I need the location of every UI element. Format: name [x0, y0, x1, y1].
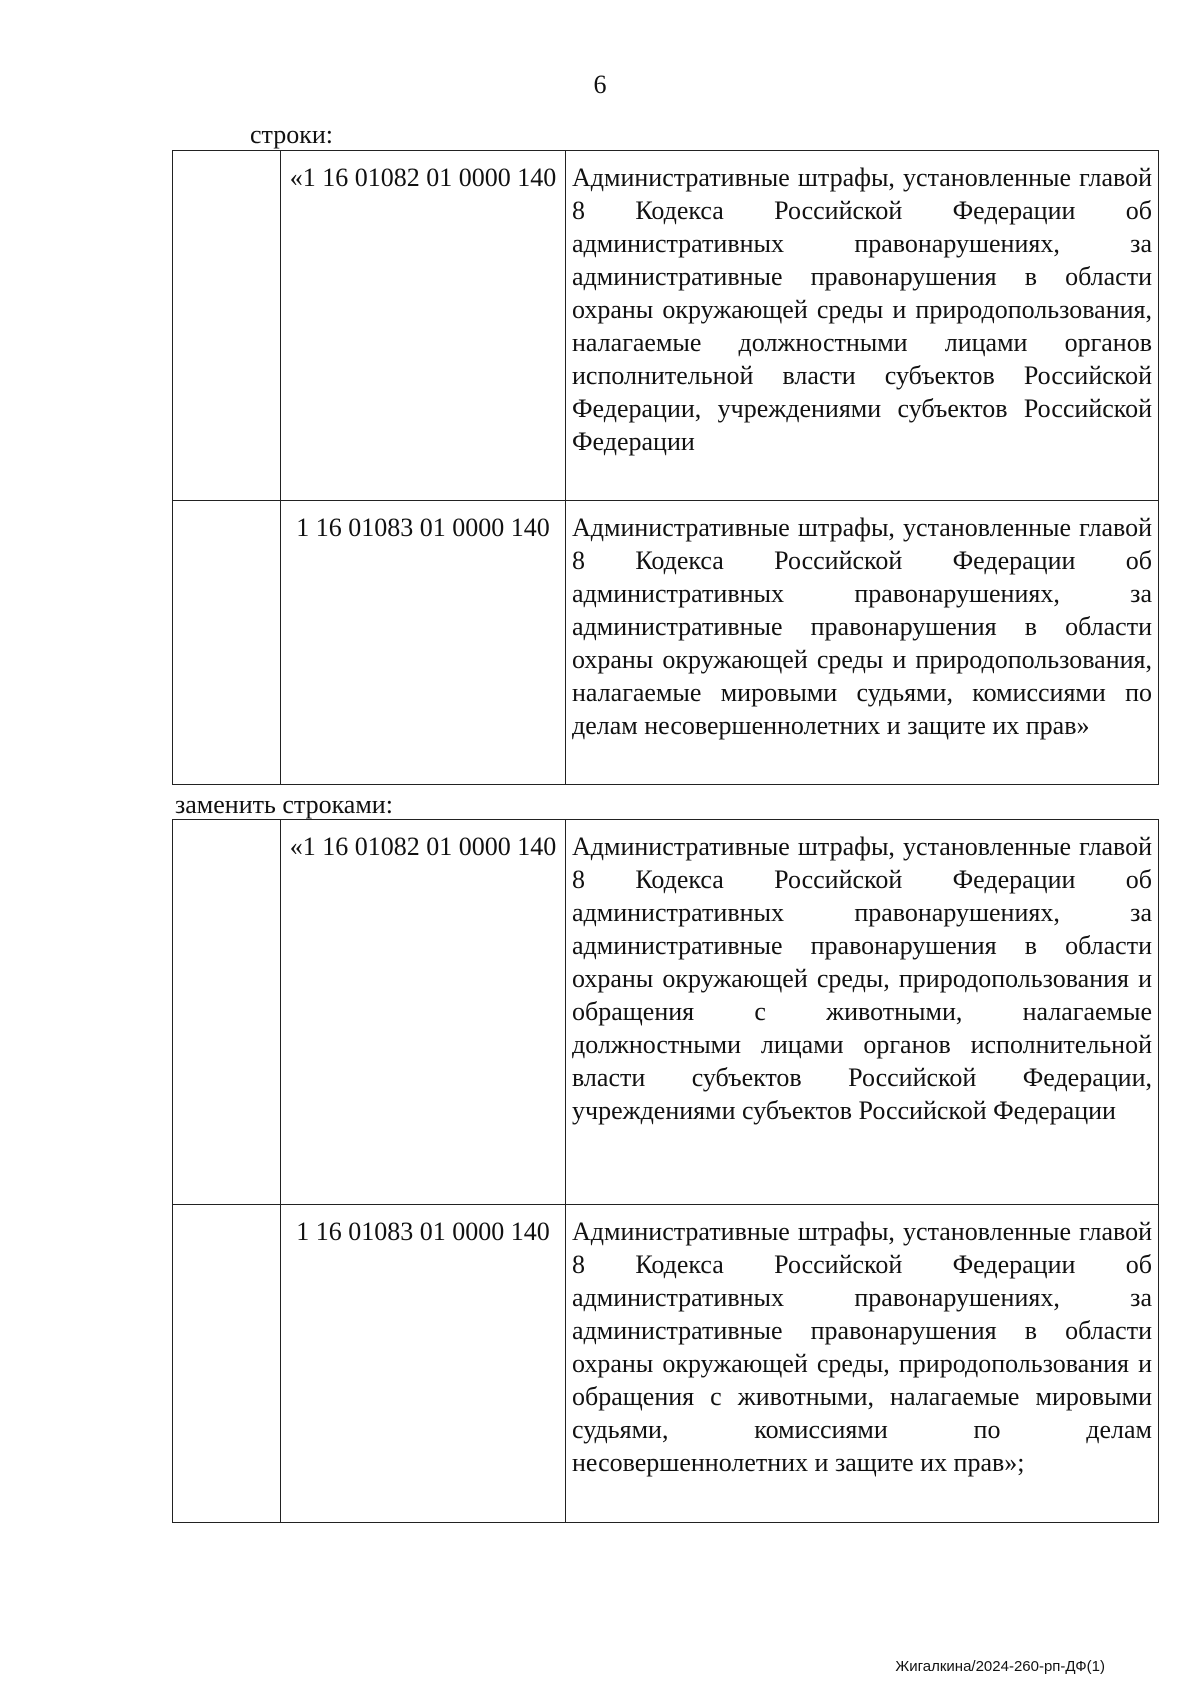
description-cell: Административные штрафы, установленные главой 8 Кодекса Российской Федерации об административных правонарушениях, за административные правонарушения в области охраны окружающей среды, природопользования и обращения с животными, налагаемые мировыми судьями, комиссиями по делам несовершеннолетних и защите их прав»;	[566, 1205, 1159, 1523]
code-cell: «1 16 01082 01 0000 140	[281, 151, 566, 501]
description-cell: Административные штрафы, установленные главой 8 Кодекса Российской Федерации об административных правонарушениях, за административные правонарушения в области охраны окружающей среды и природопользования, налагаемые мировыми судьями, комиссиями по делам несовершеннолетних и защите их прав»	[566, 501, 1159, 785]
intro-text-lines: строки:	[250, 120, 333, 149]
empty-cell	[173, 151, 281, 501]
intro-text-replace: заменить строками:	[175, 790, 393, 819]
code-cell: «1 16 01082 01 0000 140	[281, 820, 566, 1205]
code-cell: 1 16 01083 01 0000 140	[281, 501, 566, 785]
footer-document-id: Жигалкина/2024-260-рп-ДФ(1)	[895, 1658, 1105, 1675]
code-cell: 1 16 01083 01 0000 140	[281, 1205, 566, 1523]
empty-cell	[173, 820, 281, 1205]
table-row	[173, 501, 1159, 785]
table-row	[173, 820, 1159, 1205]
table-row	[173, 151, 1159, 501]
description-cell: Административные штрафы, установленные главой 8 Кодекса Российской Федерации об административных правонарушениях, за административные правонарушения в области охраны окружающей среды, природопользования и обращения с животными, налагаемые должностными лицами органов исполнительной власти субъектов Российской Федерации, учреждениями субъектов Российской Федерации	[566, 820, 1159, 1205]
description-cell: Административные штрафы, установленные главой 8 Кодекса Российской Федерации об административных правонарушениях, за административные правонарушения в области охраны окружающей среды и природопользования, налагаемые должностными лицами органов исполнительной власти субъектов Российской Федерации, учреждениями субъектов Российской Федерации	[566, 151, 1159, 501]
table-old-lines	[172, 150, 1159, 785]
page-number: 6	[593, 70, 607, 99]
table-new-lines	[172, 819, 1159, 1523]
empty-cell	[173, 501, 281, 785]
table-row	[173, 1205, 1159, 1523]
empty-cell	[173, 1205, 281, 1523]
